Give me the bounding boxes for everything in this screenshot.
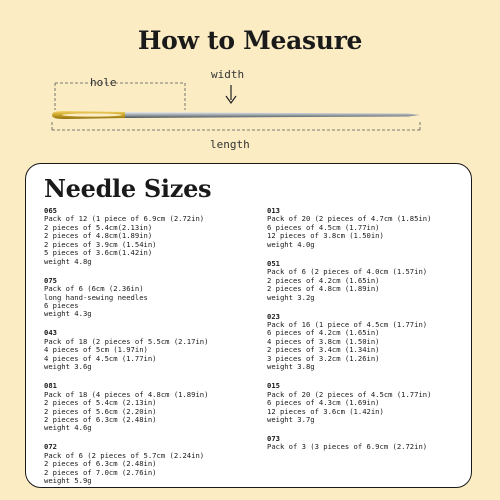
pack-code: 043 (44, 328, 57, 338)
needle-pack-block (44, 207, 266, 266)
pack-detail-line: 6 pieces of 4.5cm (1.77in) (267, 222, 380, 232)
needle-pack-block (44, 277, 266, 319)
pack-detail-line: weight 4.0g (267, 239, 315, 249)
pack-detail-line: 4 pieces of 4.5cm (1.77in) (44, 353, 157, 363)
card-title: Needle Sizes (44, 174, 212, 203)
needle-shaft (120, 112, 420, 118)
needle-pack-block (267, 382, 467, 424)
pack-detail-line: 6 pieces (44, 301, 79, 311)
pack-detail-line: 2 pieces of 6.3cm (2.48in) (44, 459, 157, 469)
pack-detail-line: Pack of 6 (2 pieces of 4.0cm (1.57in) (267, 267, 428, 277)
pack-code: 023 (267, 311, 280, 321)
pack-detail-line: Pack of 20 (2 pieces of 4.7cm (1.85in) (267, 214, 432, 224)
pack-detail-line: weight 4.3g (44, 309, 92, 319)
pack-detail-line: 2 pieces of 5.4cm(2.13in) (44, 222, 153, 232)
needle-pack-block (44, 443, 266, 485)
pack-detail-line: weight 5.9g (44, 476, 92, 486)
pack-detail-line: 4 pieces of 5cm (1.97in) (44, 345, 148, 355)
hole-label: hole (90, 76, 117, 89)
needle-illustration (0, 60, 500, 160)
pack-detail-line: Pack of 6 (6cm (2.36in) (44, 284, 144, 294)
needle-pack-block (267, 435, 467, 452)
pack-detail-line: 5 pieces of 3.6cm(1.42in) (44, 248, 153, 258)
pack-detail-line: 12 pieces of 3.8cm (1.50in) (267, 231, 384, 241)
pack-detail-line: 2 pieces of 3.4cm (1.34in) (267, 345, 380, 355)
pack-detail-line: Pack of 18 (2 pieces of 5.5cm (2.17in) (44, 336, 209, 346)
pack-detail-line: Pack of 18 (4 pieces of 4.8cm (1.89in) (44, 389, 209, 399)
pack-code: 075 (44, 275, 57, 285)
needle-pack-block (267, 207, 467, 249)
needle-pack-block (44, 329, 266, 371)
pack-detail-line: 2 pieces of 6.3cm (2.48in) (44, 415, 157, 425)
pack-detail-line: 2 pieces of 4.8cm (1.89in) (267, 284, 380, 294)
pack-detail-line: weight 4.8g (44, 256, 92, 266)
needle-sizes-card (25, 163, 472, 488)
pack-detail-line: 6 pieces of 4.2cm (1.65in) (267, 328, 380, 338)
pack-detail-line: weight 3.2g (267, 292, 315, 302)
right-column (267, 207, 467, 462)
pack-detail-line: weight 3.6g (44, 362, 92, 372)
pack-detail-line: Pack of 20 (2 pieces of 4.5cm (1.77in) (267, 389, 432, 399)
pack-detail-line: 2 pieces of 5.4cm (2.13in) (44, 398, 157, 408)
needle-pack-block (44, 382, 266, 433)
pack-detail-line: weight 3.7g (267, 415, 315, 425)
pack-detail-line: weight 4.6g (44, 423, 92, 433)
width-label: width (211, 68, 245, 81)
left-column (44, 207, 266, 488)
pack-code: 081 (44, 381, 57, 391)
pack-detail-line: 2 pieces of 5.6cm (2.20in) (44, 406, 157, 416)
measure-diagram (0, 60, 500, 160)
pack-detail-line: Pack of 3 (3 pieces of 6.9cm (2.72in) (267, 442, 428, 452)
pack-detail-line: weight 3.8g (267, 362, 315, 372)
pack-detail-line: 2 pieces of 7.0cm (2.76in) (44, 467, 157, 477)
pack-detail-line: 2 pieces of 4.2cm (1.65in) (267, 275, 380, 285)
pack-detail-line: Pack of 16 (1 piece of 4.5cm (1.77in) (267, 319, 428, 329)
pack-code: 073 (267, 433, 280, 443)
pack-code: 013 (267, 206, 280, 215)
pack-code: 051 (267, 258, 280, 268)
page-title: How to Measure (137, 26, 363, 55)
pack-code: 015 (267, 381, 280, 391)
pack-detail-line: Pack of 12 (1 piece of 6.9cm (2.72in) (44, 214, 205, 224)
pack-detail-line: 2 pieces of 3.9cm (1.54in) (44, 239, 157, 249)
pack-detail-line: long hand-sewing needles (44, 292, 148, 302)
needle-pack-block (267, 260, 467, 302)
needle-pack-block (267, 313, 467, 372)
pack-detail-line: 2 pieces of 4.8cm(1.89in) (44, 231, 153, 241)
pack-detail-line: 12 pieces of 3.6cm (1.42in) (267, 406, 384, 416)
pack-code: 065 (44, 206, 57, 215)
pack-detail-line: 3 pieces of 3.2cm (1.26in) (267, 353, 380, 363)
pack-detail-line: Pack of 6 (2 pieces of 5.7cm (2.24in) (44, 450, 205, 460)
length-label: length (210, 138, 250, 151)
pack-detail-line: 4 pieces of 3.8cm (1.50in) (267, 336, 380, 346)
pack-detail-line: 6 pieces of 4.3cm (1.69in) (267, 398, 380, 408)
pack-code: 072 (44, 442, 57, 452)
